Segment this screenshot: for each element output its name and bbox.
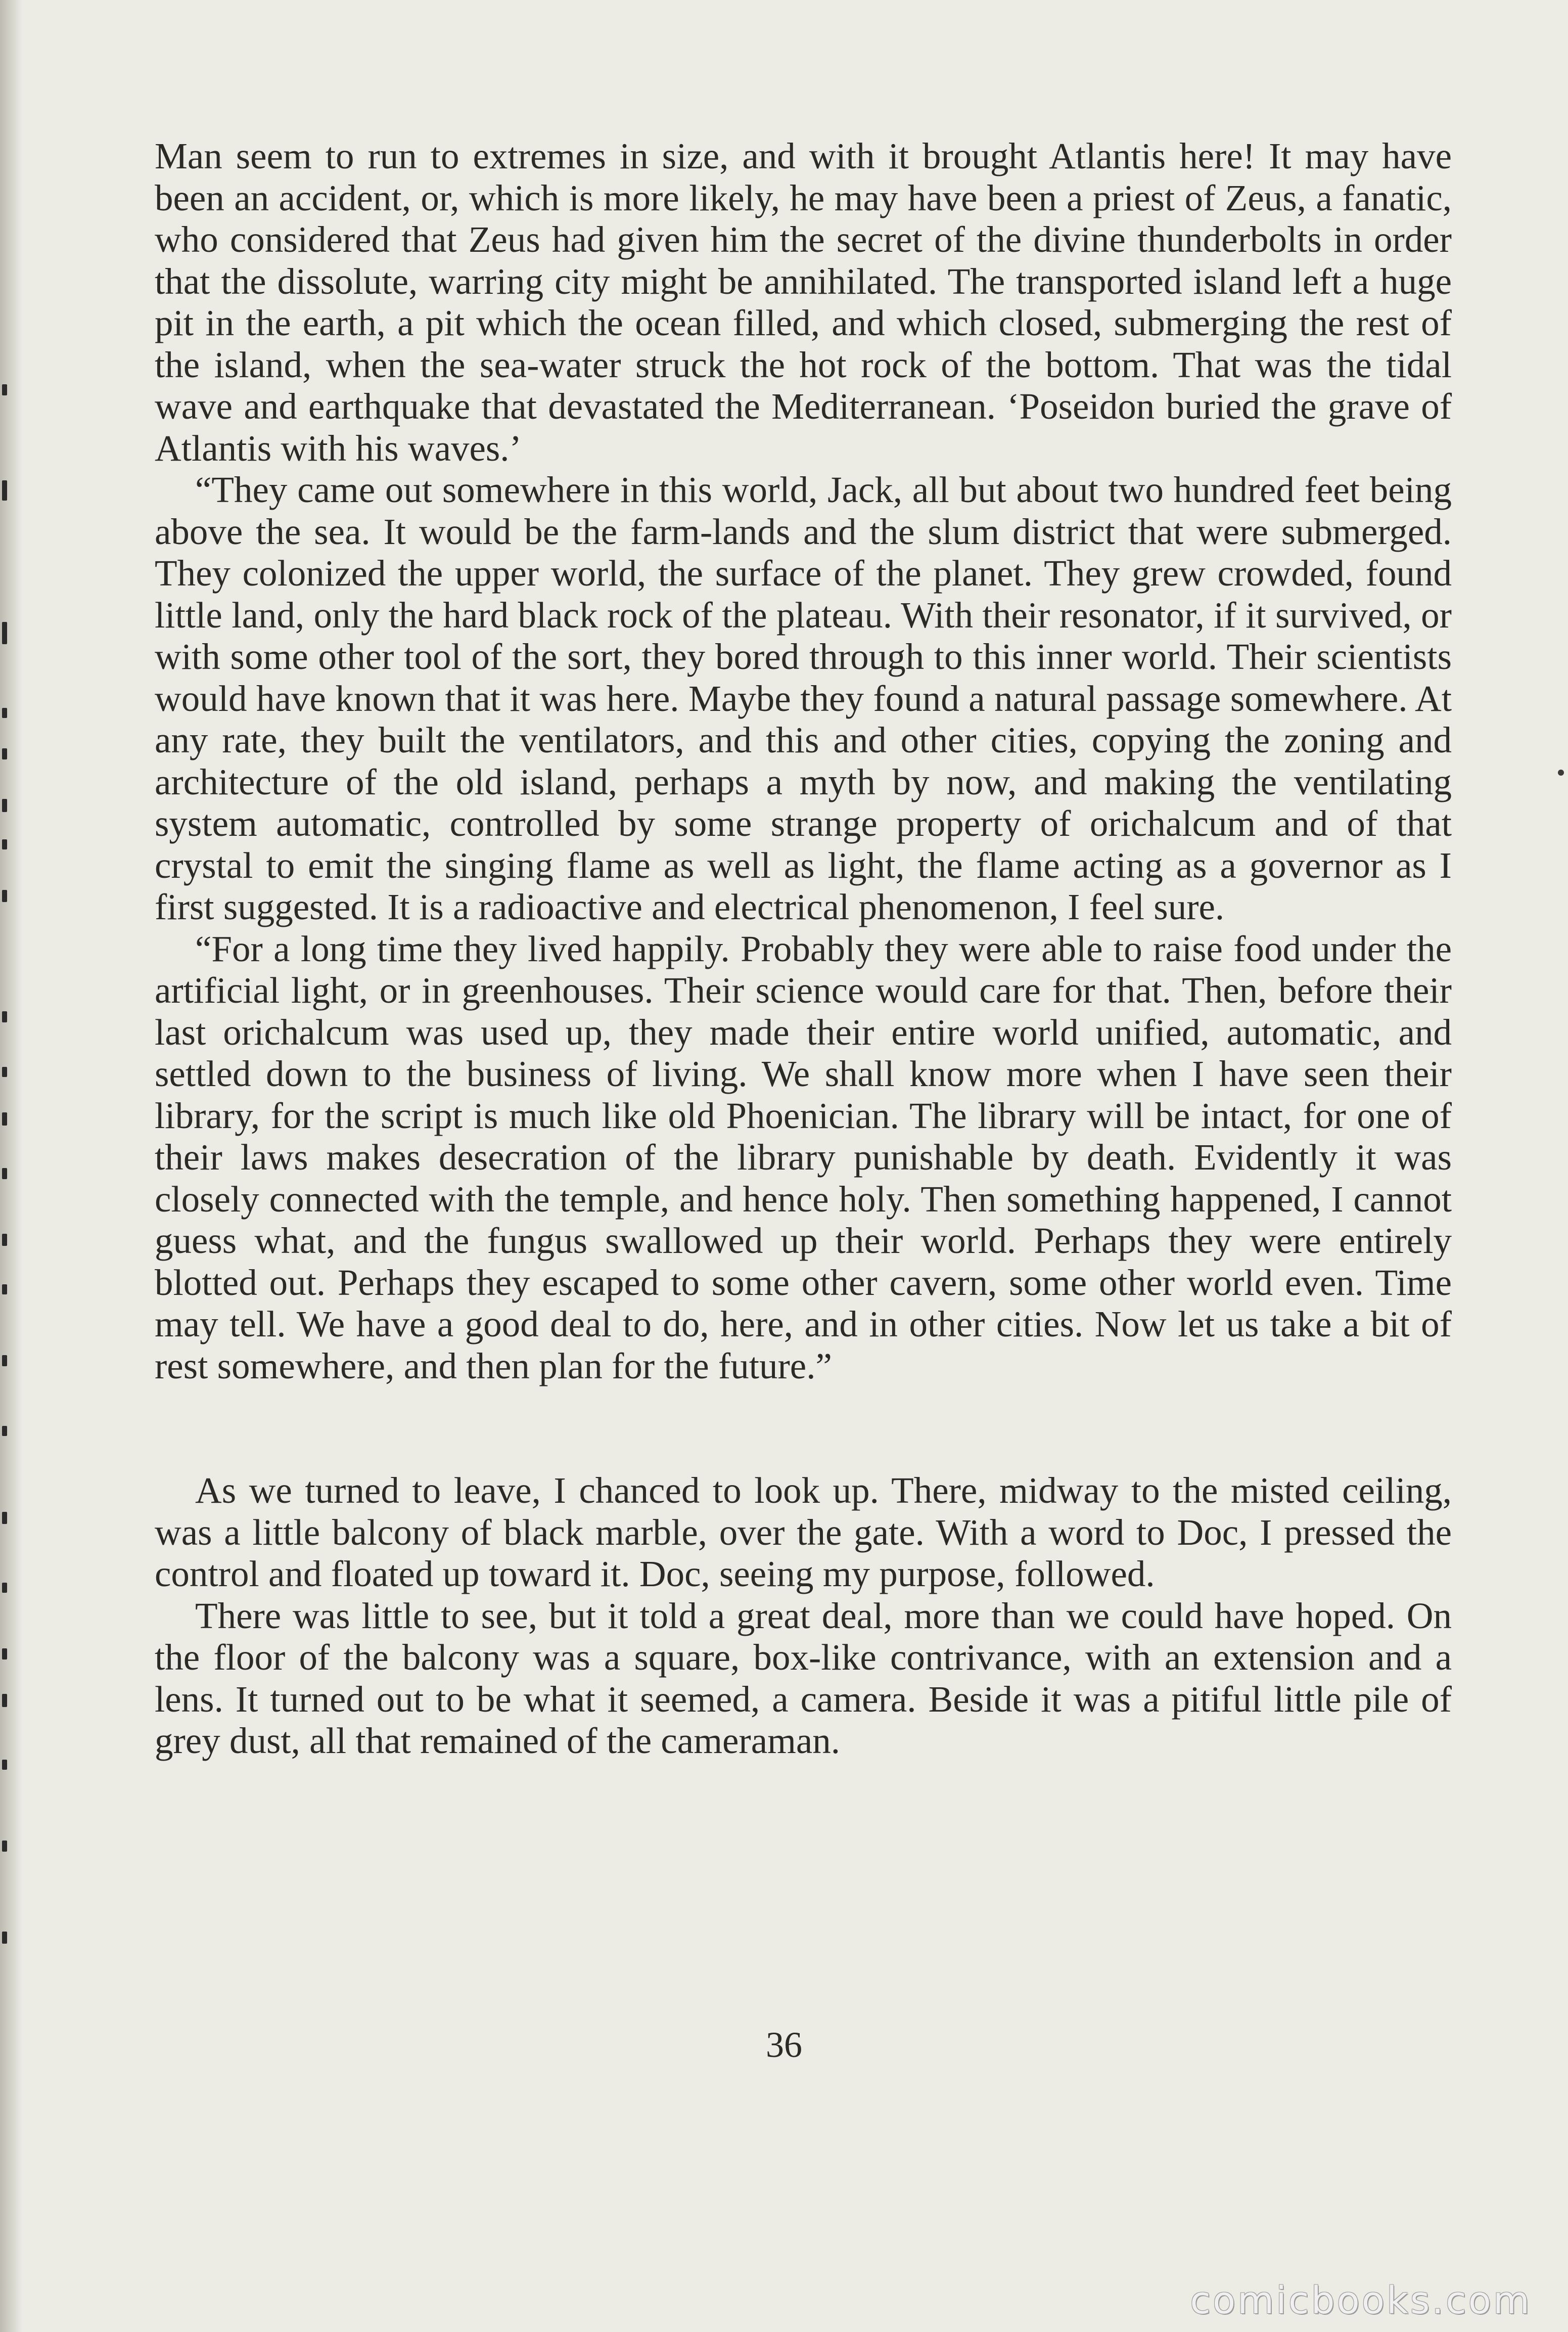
bleed-mark [2,1932,7,1944]
bleed-mark [2,1011,7,1022]
body-text [155,136,1452,1762]
bleed-mark [2,1067,7,1077]
bleed-mark [2,1284,7,1294]
paragraph: Man seem to run to extremes in size, and with it brought Atlantis here! It may have been an accident, or, which is more likely, he may have been a priest of Zeus, a fanatic, who considered that Zeus had given him the secret of the divine thunderbolts in order that the dissolute, warring city might be annihilated. The transported island left a huge pit in the earth, a pit which the ocean filled, and which closed, submerging the rest of the island, when the sea-water struck the hot rock of the bottom. That was the tidal wave and earthquake that devastated the Mediterranean. ‘Poseidon buried the grave of Atlantis with his waves.’ [155,136,1452,469]
bleed-mark [2,1426,7,1436]
bleed-mark [2,1168,7,1179]
bleed-mark [2,1355,7,1366]
bleed-mark [2,1234,7,1246]
bleed-mark [2,799,7,812]
paragraph: As we turned to leave, I chanced to look up. There, midway to the misted ceiling, was a little balcony of black marble, over the gate. With a word to Doc, I pressed the control and floated up toward it. Doc, seeing my purpose, followed. [155,1470,1452,1594]
bleed-mark [2,384,7,395]
bleed-mark [2,1841,7,1852]
paper-speck [1558,770,1564,776]
bleed-mark [2,622,7,644]
bleed-mark [2,1512,7,1524]
paragraph: There was little to see, but it told a great deal, more than we could have hoped. On the floor of the balcony was a square, box-like contrivance, with an extension and a lens. It turned out to be what it seemed, a camera. Beside it was a pitiful little pile of grey dust, all that remained of the cameraman. [155,1595,1452,1761]
bleed-mark [2,839,7,849]
bleed-mark [2,708,7,718]
site-watermark: comicbooks.com [1190,2279,1532,2322]
bleed-mark [2,890,7,902]
bleed-mark [2,1112,7,1126]
bleed-mark [2,1583,7,1593]
bleed-through-marks [2,0,19,2332]
bleed-mark [2,1648,7,1660]
page-number: 36 [766,2025,802,2065]
bleed-mark [2,1760,7,1770]
section-break [155,1387,1452,1470]
bleed-mark [2,1694,7,1707]
bleed-mark [2,748,7,759]
bleed-mark [2,480,7,501]
paragraph: “For a long time they lived happily. Probably they were able to raise food under the artificial light, or in greenhouses. Their science would care for that. Then, before their last orichalcum was used up, they made their entire world unified, automatic, and settled down to the business of living. We shall know more when I have seen their library, for the script is much like old Phoenician. The library will be intact, for one of their laws makes desecration of the library punishable by death. Evidently it was closely connected with the temple, and hence holy. Then something happened, I cannot guess what, and the fungus swallowed up their world. Perhaps they were entirely blotted out. Perhaps they escaped to some other cavern, some other world even. Time may tell. We have a good deal to do, here, and in other cities. Now let us take a bit of rest somewhere, and then plan for the future.” [155,928,1452,1386]
paragraph: “They came out somewhere in this world, Jack, all but about two hundred feet being above the sea. It would be the farm-lands and the slum district that were submerged. They colonized the upper world, the surface of the planet. They grew crowded, found little land, only the hard black rock of the plateau. With their resonator, if it survived, or with some other tool of the sort, they bored through to this inner world. Their scientists would have known that it was here. Maybe they found a natural passage somewhere. At any rate, they built the ventilators, and this and other cities, copying the zoning and architecture of the old island, perhaps a myth by now, and making the ventilating system automatic, controlled by some strange property of orichalcum and of that crystal to emit the singing flame as well as light, the flame acting as a governor as I first suggested. It is a radioactive and electrical phenomenon, I feel sure. [155,469,1452,927]
